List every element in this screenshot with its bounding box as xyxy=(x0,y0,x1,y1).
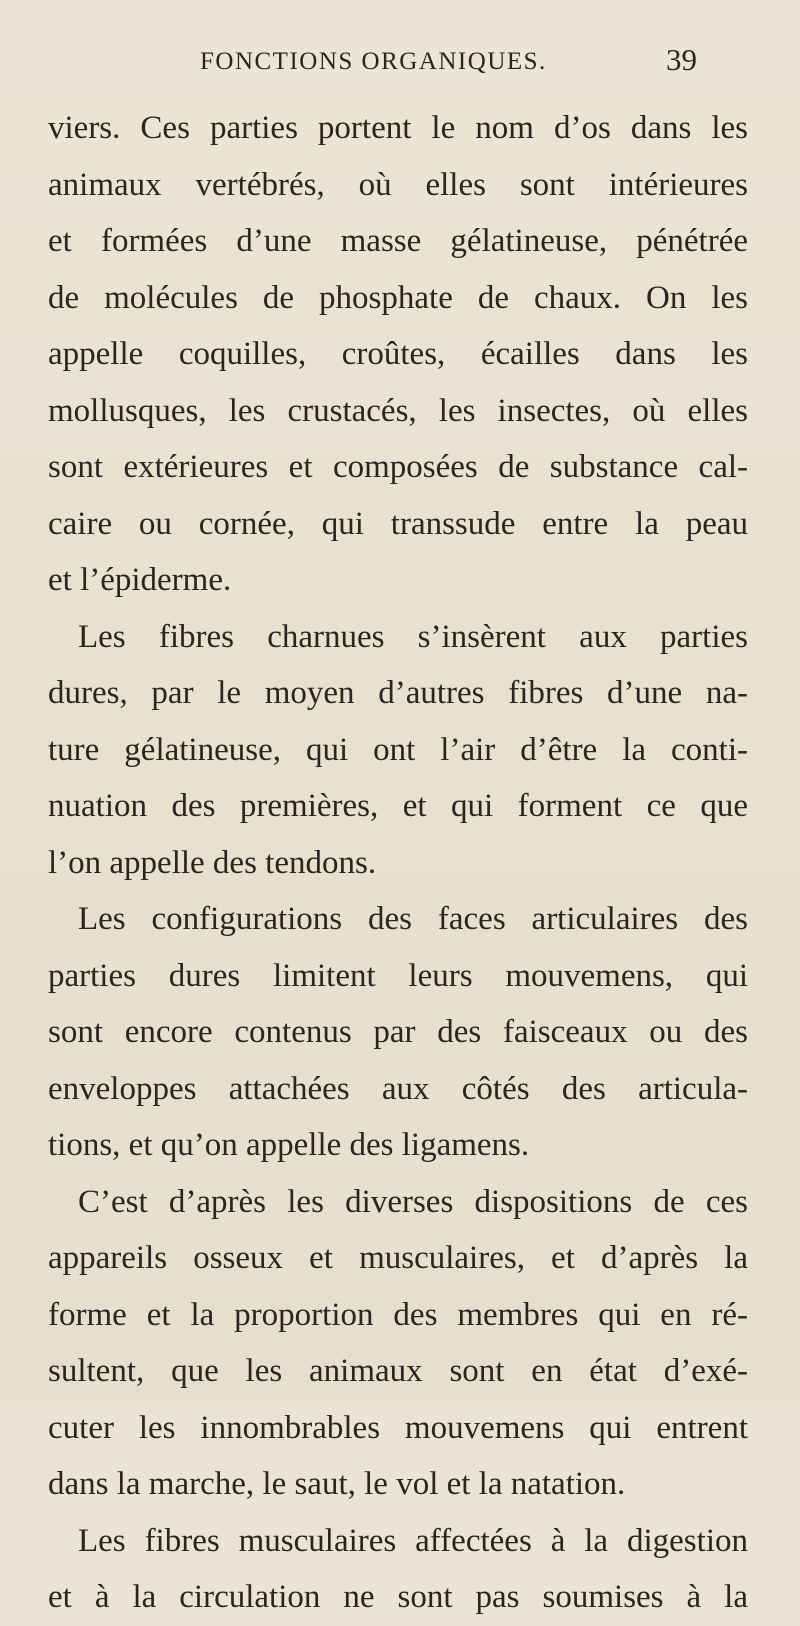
paragraph-start: Les fibres musculaires affectées à la digestion xyxy=(78,1522,748,1559)
text-line: dures, par le moyen d’autres fibres d’une na- xyxy=(48,675,748,711)
text-line: l’on appelle des tendons. xyxy=(48,844,377,881)
text-line: animaux vertébrés, où elles sont intérieures xyxy=(48,166,748,203)
page-number: 39 xyxy=(666,42,697,77)
text-line: sont extérieures et composées de substance cal- xyxy=(48,449,748,485)
text-line: ture gélatineuse, qui ont l’air d’être la conti- xyxy=(48,731,748,768)
text-line: et formées d’une masse gélatineuse, pénétrée xyxy=(48,223,748,259)
text-line: sont encore contenus par des faisceaux ou des xyxy=(48,1014,748,1050)
text-line: sultent, que les animaux sont en état d’exé- xyxy=(48,1353,748,1389)
text-line: appareils osseux et musculaires, et d’après la xyxy=(48,1240,748,1276)
text-line: appelle coquilles, croûtes, écailles dans les xyxy=(48,336,748,372)
text-line: nuation des premières, et qui forment ce que xyxy=(48,788,748,824)
text-line: de molécules de phosphate de chaux. On les xyxy=(48,279,748,316)
body-text xyxy=(48,100,748,1626)
text-line: cuter les innombrables mouvemens qui entrent xyxy=(48,1409,748,1446)
text-line: forme et la proportion des membres qui en ré- xyxy=(48,1296,748,1333)
paragraph-start: Les fibres charnues s’insèrent aux parties xyxy=(78,618,748,655)
text-line: et l’épiderme. xyxy=(48,562,232,598)
text-line: mollusques, les crustacés, les insectes, où elles xyxy=(48,392,748,429)
paragraph-start: Les configurations des faces articulaires des xyxy=(78,901,748,937)
text-line: enveloppes attachées aux côtés des articula- xyxy=(48,1070,748,1107)
running-head: FONCTIONS ORGANIQUES. xyxy=(200,48,547,75)
text-line: dans la marche, le saut, le vol et la natation. xyxy=(48,1466,626,1502)
text-line: parties dures limitent leurs mouvemens, qui xyxy=(48,957,748,994)
text-line: tions, et qu’on appelle des ligamens. xyxy=(48,1127,530,1163)
text-line: et à la circulation ne sont pas soumises à la xyxy=(48,1579,748,1615)
text-line: viers. Ces parties portent le nom d’os dans les xyxy=(48,110,748,146)
paragraph-start: C’est d’après les diverses dispositions de ces xyxy=(78,1183,748,1220)
text-line: caire ou cornée, qui transsude entre la peau xyxy=(48,505,748,542)
